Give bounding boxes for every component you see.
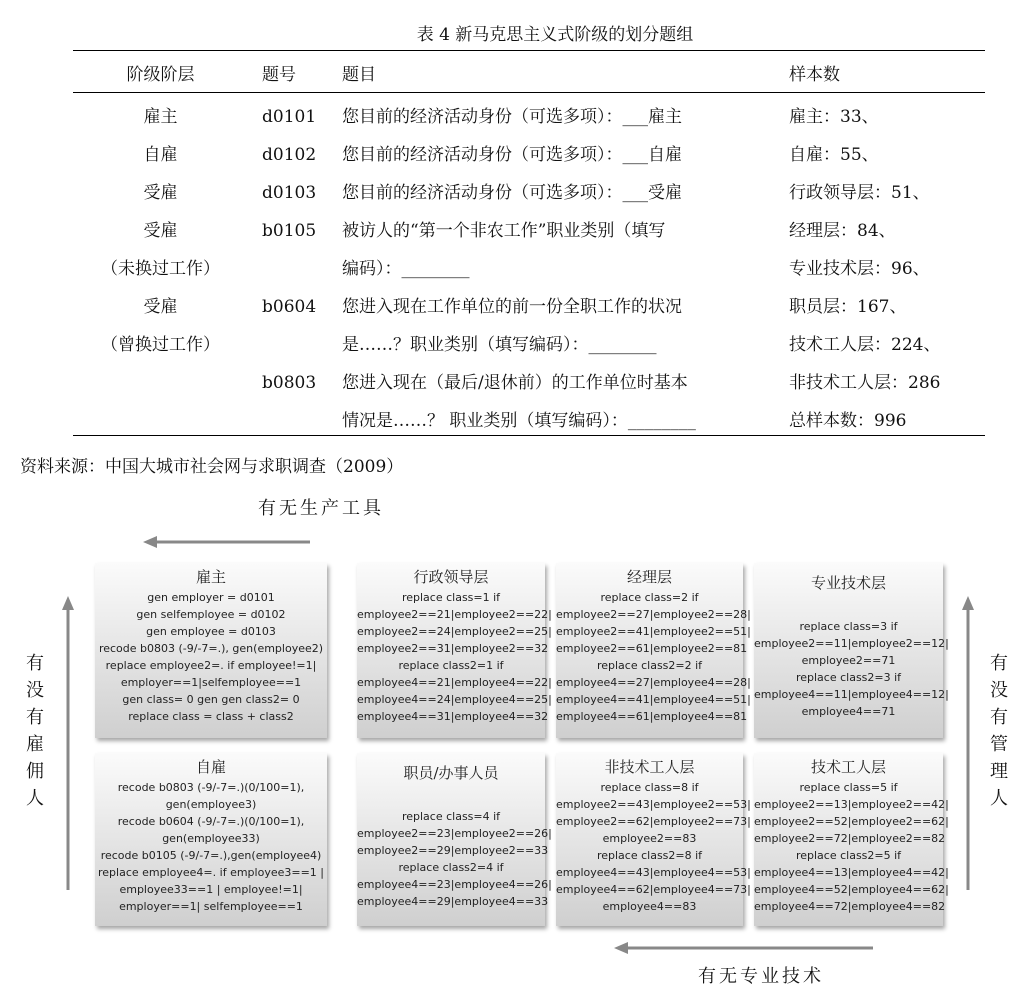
code-line: replace class2=4 if	[398, 861, 504, 874]
code-line: replace class = class + class2	[128, 710, 294, 723]
table-cell-level: 雇主	[143, 107, 178, 127]
table-cell-level: （曾换过工作）	[101, 335, 220, 355]
code-line: employee2==52|employee2==62|	[754, 815, 949, 828]
code-line: recode b0604 (-9/-7=.)(0/100=1),	[117, 815, 305, 828]
code-line: employee2==31|employee2==32	[357, 642, 549, 655]
code-line: replace class=3 if	[799, 620, 898, 633]
code-line: employee2==41|employee2==51|	[556, 625, 751, 638]
table-title: 表 4 新马克思主义式阶级的划分题组	[416, 25, 694, 45]
table-cell-question: 您目前的经济活动身份（可选多项）：___自雇	[342, 145, 682, 165]
table-cell-sample: 职员层：167、	[789, 297, 907, 317]
class-box	[357, 753, 552, 926]
class-box-title: 经理层	[626, 568, 672, 586]
code-line: employee4==52|employee4==62|	[754, 883, 949, 896]
table-cell-code: b0803	[262, 373, 317, 393]
code-line: replace class2=3 if	[795, 671, 902, 684]
axis-char: 有	[26, 707, 44, 728]
code-line: replace class2=5 if	[795, 849, 902, 862]
code-line: replace class=1 if	[401, 591, 501, 604]
class-box	[556, 753, 751, 926]
code-line: employee2==43|employee2==53|	[556, 798, 751, 811]
class-box-title: 职员/办事人员	[403, 764, 499, 782]
code-line: employee2==61|employee2==81	[556, 642, 748, 655]
code-line: replace employee4=. if employee3==1 |	[98, 866, 324, 879]
table-cell-sample: 技术工人层：224、	[789, 335, 941, 355]
table-cell-code: b0105	[262, 221, 317, 241]
right-axis-label	[989, 650, 1009, 812]
axis-char: 有	[990, 653, 1008, 674]
header-code: 题号	[262, 65, 296, 85]
code-line: employee4==43|employee4==53|	[556, 866, 751, 879]
axis-char: 佣	[26, 761, 44, 782]
table-cell-sample: 自雇：55、	[789, 145, 879, 165]
class-box-title: 专业技术层	[810, 574, 886, 592]
class-box-title: 技术工人层	[810, 758, 886, 776]
table-cell-question: 您目前的经济活动身份（可选多项）：___受雇	[342, 183, 682, 203]
class-box	[95, 753, 327, 926]
axis-char: 理	[990, 761, 1008, 782]
class-box	[95, 563, 327, 738]
class-box	[754, 753, 949, 926]
code-line: employee2==21|employee2==22|	[357, 608, 552, 621]
table-cell-level: （未换过工作）	[101, 259, 220, 279]
code-line: employee2==23|employee2==26|	[357, 827, 552, 840]
table-cell-level: 受雇	[143, 183, 178, 203]
code-line: employee4==21|employee4==22|	[357, 676, 552, 689]
code-line: employee4==24|employee4==25|	[357, 693, 552, 706]
code-line: employee4==41|employee4==51|	[556, 693, 751, 706]
left-axis-label	[25, 650, 45, 812]
source-note: 资料来源：中国大城市社会网与求职调查（2009）	[20, 457, 404, 477]
code-line: recode b0105 (-9/-7=.),gen(employee4)	[100, 849, 322, 862]
code-line: gen class= 0 gen gen class2= 0	[122, 693, 300, 706]
code-line: replace class2=8 if	[596, 849, 703, 862]
code-line: employee4==23|employee4==26|	[357, 878, 552, 891]
axis-char: 有	[990, 707, 1008, 728]
table-cell-sample: 总样本数：996	[789, 411, 907, 431]
table-cell-sample: 经理层：84、	[789, 221, 896, 241]
code-line: recode b0803 (-9/-7=.), gen(employee2)	[98, 642, 324, 655]
top-axis-label: 有无生产工具	[258, 498, 384, 519]
table-cell-sample: 专业技术层：96、	[789, 259, 930, 279]
code-line: gen employee = d0103	[146, 625, 276, 638]
axis-char: 没	[26, 680, 44, 701]
table-cell-level: 自雇	[143, 145, 178, 165]
axis-char: 人	[26, 788, 44, 809]
code-line: employee4==61|employee4==81	[556, 710, 748, 723]
code-line: employer==1| selfemployee==1	[119, 900, 303, 913]
code-line: employee2==62|employee2==73|	[556, 815, 751, 828]
class-box-title: 自雇	[195, 758, 226, 776]
code-line: gen(employee3)	[165, 798, 257, 811]
axis-char: 有	[26, 653, 44, 674]
table-cell-question: 被访人的“第一个非农工作”职业类别（填写	[342, 221, 666, 241]
table-cell-question: 您进入现在（最后/退休前）的工作单位时基本	[342, 373, 688, 393]
table-cell-level: 受雇	[143, 297, 178, 317]
table-cell-code: d0101	[262, 107, 317, 127]
table-cell-question: 是……？职业类别（填写编码）：________	[342, 335, 657, 355]
code-line: replace class=8 if	[600, 781, 699, 794]
code-line: replace employee2=. if employee!=1|	[105, 659, 317, 672]
code-line: recode b0803 (-9/-7=.)(0/100=1),	[117, 781, 305, 794]
code-line: employee4==83	[602, 900, 697, 913]
class-box-title: 非技术工人层	[604, 758, 695, 776]
class-box-title: 雇主	[195, 568, 226, 586]
code-line: employee4==72|employee4==82	[754, 900, 946, 913]
axis-char: 管	[990, 734, 1008, 755]
code-line: employee2==72|employee2==82	[754, 832, 946, 845]
code-line: employee4==29|employee4==33	[357, 895, 549, 908]
code-line: replace class2=2 if	[596, 659, 703, 672]
code-line: replace class=4 if	[401, 810, 501, 823]
axis-char: 没	[990, 680, 1008, 701]
code-line: replace class2=1 if	[398, 659, 504, 672]
table-cell-sample: 行政领导层：51、	[789, 183, 930, 203]
header-sample: 样本数	[789, 65, 840, 85]
code-line: employee2==11|employee2==12|	[754, 637, 949, 650]
code-line: employee2==27|employee2==28|	[556, 608, 751, 621]
table-cell-code: b0604	[262, 297, 317, 317]
code-line: gen(employee33)	[162, 832, 260, 845]
code-line: employee2==13|employee2==42|	[754, 798, 949, 811]
class-box	[357, 563, 552, 738]
code-line: employee2==83	[602, 832, 697, 845]
code-line: employee4==27|employee4==28|	[556, 676, 751, 689]
axis-char: 人	[990, 788, 1008, 809]
code-line: employer==1|selfemployee==1	[120, 676, 302, 689]
class-box	[754, 563, 949, 738]
table-cell-question: 您进入现在工作单位的前一份全职工作的状况	[342, 297, 682, 317]
code-line: employee4==11|employee4==12|	[754, 688, 949, 701]
code-line: gen selfemployee = d0102	[136, 608, 286, 621]
code-line: gen employer = d0101	[147, 591, 275, 604]
axis-char: 雇	[26, 734, 44, 755]
code-line: employee4==62|employee4==73|	[556, 883, 751, 896]
table-cell-question: 情况是……？ 职业类别（填写编码）：________	[342, 411, 696, 431]
code-line: employee2==29|employee2==33	[357, 844, 549, 857]
table-cell-sample: 非技术工人层：286	[789, 373, 941, 393]
code-line: employee4==13|employee4==42|	[754, 866, 949, 879]
table-cell-question: 您目前的经济活动身份（可选多项）：___雇主	[342, 107, 682, 127]
table-cell-level: 受雇	[143, 221, 178, 241]
table-cell-sample: 雇主：33、	[789, 107, 879, 127]
table-cell-code: d0103	[262, 183, 317, 203]
header-question: 题目	[342, 65, 376, 85]
table-cell-question: 编码）：________	[342, 259, 470, 279]
code-line: replace class=2 if	[600, 591, 699, 604]
bottom-axis-label: 有无专业技术	[698, 966, 824, 987]
code-line: employee2==71	[801, 654, 896, 667]
class-box-title: 行政领导层	[413, 568, 489, 586]
class-box	[556, 563, 751, 738]
table-cell-code: d0102	[262, 145, 317, 165]
code-line: replace class=5 if	[799, 781, 898, 794]
code-line: employee4==31|employee4==32	[357, 710, 549, 723]
code-line: employee33==1 | employee!=1|	[119, 883, 303, 896]
code-line: employee4==71	[801, 705, 896, 718]
code-line: employee2==24|employee2==25|	[357, 625, 552, 638]
header-level: 阶级阶层	[126, 65, 195, 85]
